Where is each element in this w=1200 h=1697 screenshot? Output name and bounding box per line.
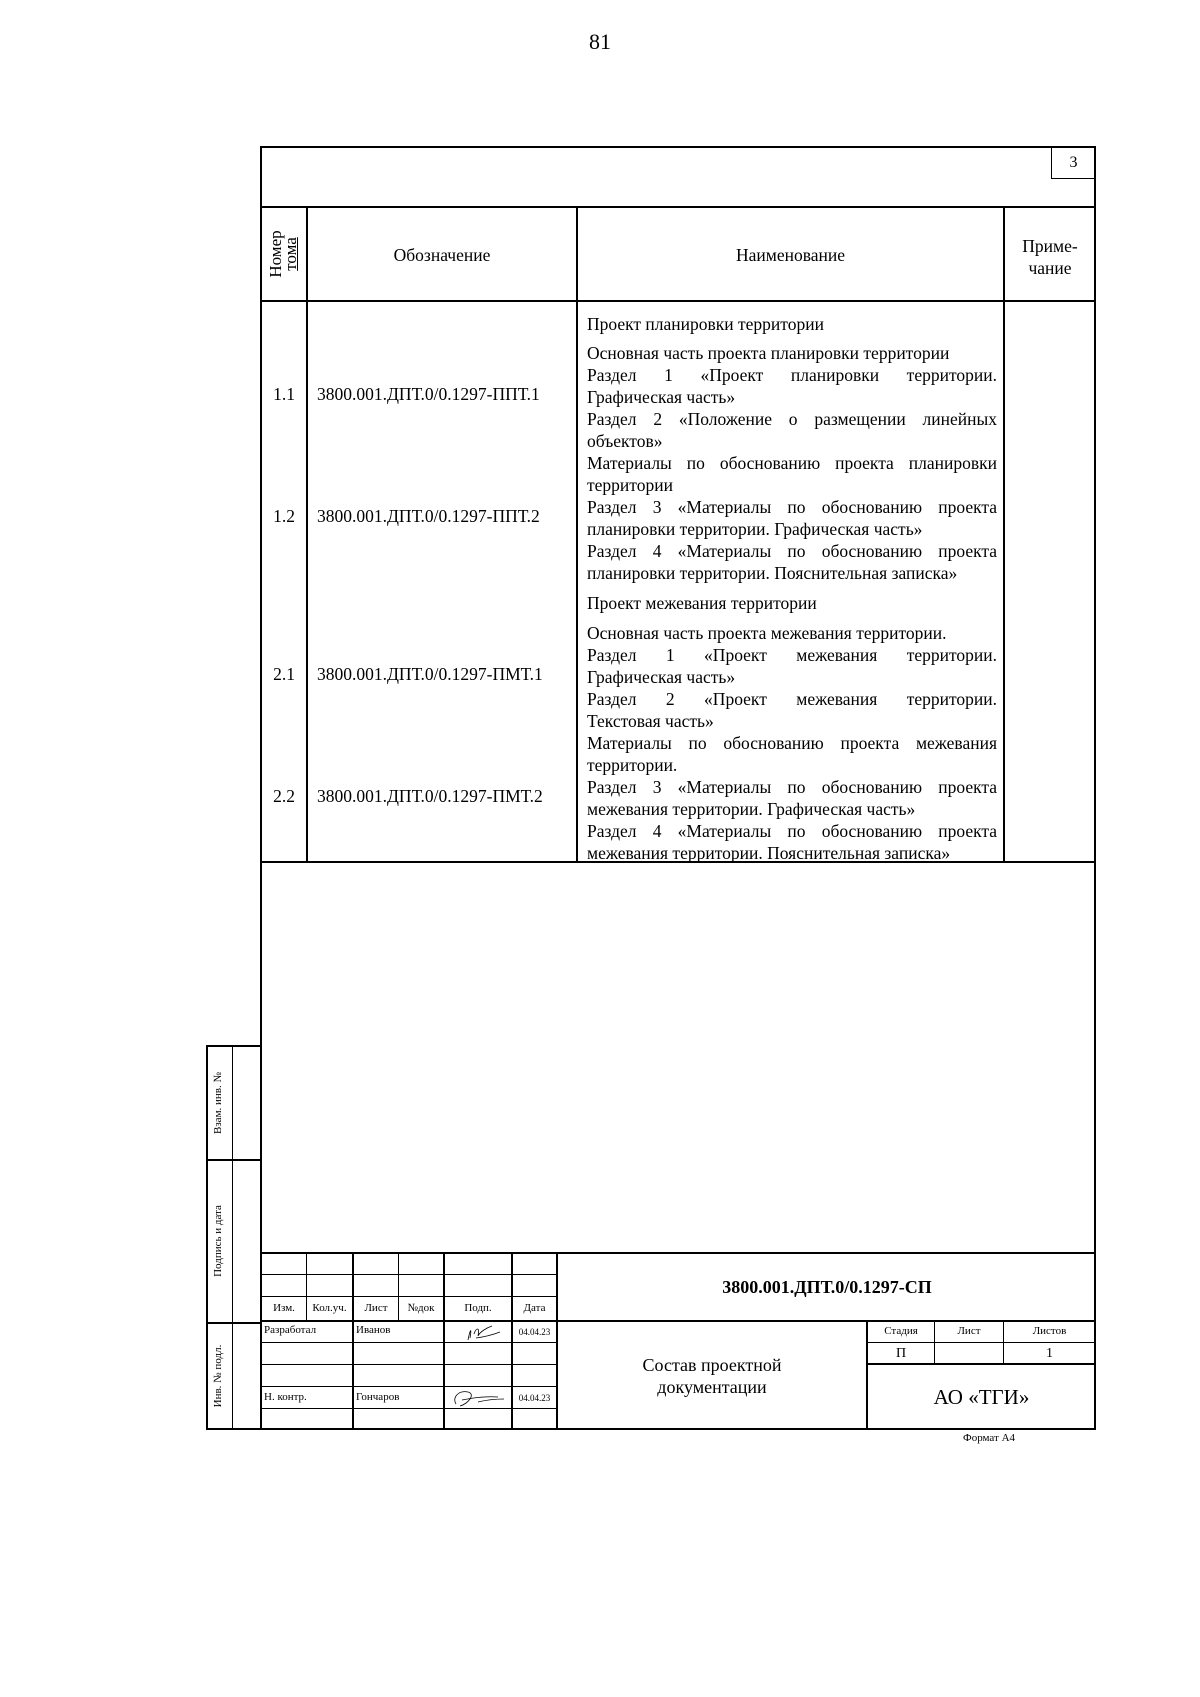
page-number: 81 xyxy=(589,29,611,54)
listov-value: 1 xyxy=(1046,1346,1053,1361)
stamp-podpis-data: Подпись и дата xyxy=(212,1205,224,1277)
listov-label: Листов xyxy=(1032,1325,1067,1337)
razrabotal-name: Иванов xyxy=(356,1324,391,1336)
row-volume: 1.2 xyxy=(273,506,295,526)
list-label: Лист xyxy=(957,1325,981,1337)
col-list: Лист xyxy=(364,1302,388,1314)
nkontr-date: 04.04.23 xyxy=(518,1393,551,1403)
row-volume: 2.2 xyxy=(273,786,295,806)
nkontr-signature xyxy=(448,1386,510,1410)
row-designation: 3800.001.ДПТ.0/0.1297-ППТ.2 xyxy=(317,506,540,526)
row-description: Основная часть проекта межевания территории. Раздел 1 «Проект межевания территории. Графическая часть» Раздел 2 «Проект межевания территории. Текстовая часть» xyxy=(587,623,997,731)
header-designation: Обозначение xyxy=(393,245,491,265)
doc-title: Состав проектной документации xyxy=(642,1355,782,1397)
row-volume: 2.1 xyxy=(273,664,295,684)
razrabotal-label: Разработал xyxy=(264,1324,317,1336)
row-designation: 3800.001.ДПТ.0/0.1297-ППТ.1 xyxy=(317,384,540,404)
row-volume: 1.1 xyxy=(273,384,295,404)
header-volume: Номер тома xyxy=(266,230,300,278)
nkontr-name: Гончаров xyxy=(356,1391,400,1403)
razrabotal-signature xyxy=(458,1322,508,1344)
format-label: Формат А4 xyxy=(963,1432,1016,1444)
col-kol: Кол.уч. xyxy=(312,1302,347,1314)
row-description: Основная часть проекта планировки территории Раздел 1 «Проект планировки территории. Графическая часть» Раздел 2 «Положение о размещении линейных объектов» xyxy=(587,343,997,451)
section-pmt-title: Проект межевания территории xyxy=(587,593,817,613)
row-description: Материалы по обоснованию проекта планировки территории Раздел 3 «Материалы по обоснованию проекта планировки территории. Графическая часть» Раздел 4 «Материалы по обоснованию проекта планировки территории. Пояснительная записка» xyxy=(587,453,997,583)
sheet-box-number: 3 xyxy=(1069,154,1078,171)
nkontr-label: Н. контр. xyxy=(264,1391,307,1403)
col-izm: Изм. xyxy=(273,1302,295,1314)
section-ppt-title: Проект планировки территории xyxy=(587,314,824,334)
header-note: Приме- чание xyxy=(1022,236,1078,278)
col-ndoc: №док xyxy=(407,1302,435,1314)
row-description: Материалы по обоснованию проекта межевания территории. Раздел 3 «Материалы по обоснованию проекта межевания территории. Графическая часть» Раздел 4 «Материалы по обоснованию проекта межевания территории. Пояснительная записка» xyxy=(587,733,997,863)
doc-code: 3800.001.ДПТ.0/0.1297-СП xyxy=(722,1277,932,1297)
stamp-inv-podl: Инв. № подл. xyxy=(212,1344,224,1408)
row-designation: 3800.001.ДПТ.0/0.1297-ПМТ.1 xyxy=(317,664,543,684)
row-designation: 3800.001.ДПТ.0/0.1297-ПМТ.2 xyxy=(317,786,543,806)
company-name: АО «ТГИ» xyxy=(933,1385,1030,1409)
stadia-value: П xyxy=(895,1346,907,1361)
col-podp: Подп. xyxy=(464,1302,492,1314)
stadia-label: Стадия xyxy=(884,1325,918,1337)
razrabotal-date: 04.04.23 xyxy=(518,1327,551,1337)
stamp-vzam-inv: Взам. инв. № xyxy=(212,1072,224,1134)
col-data: Дата xyxy=(523,1302,546,1314)
header-name: Наименование xyxy=(735,245,846,265)
